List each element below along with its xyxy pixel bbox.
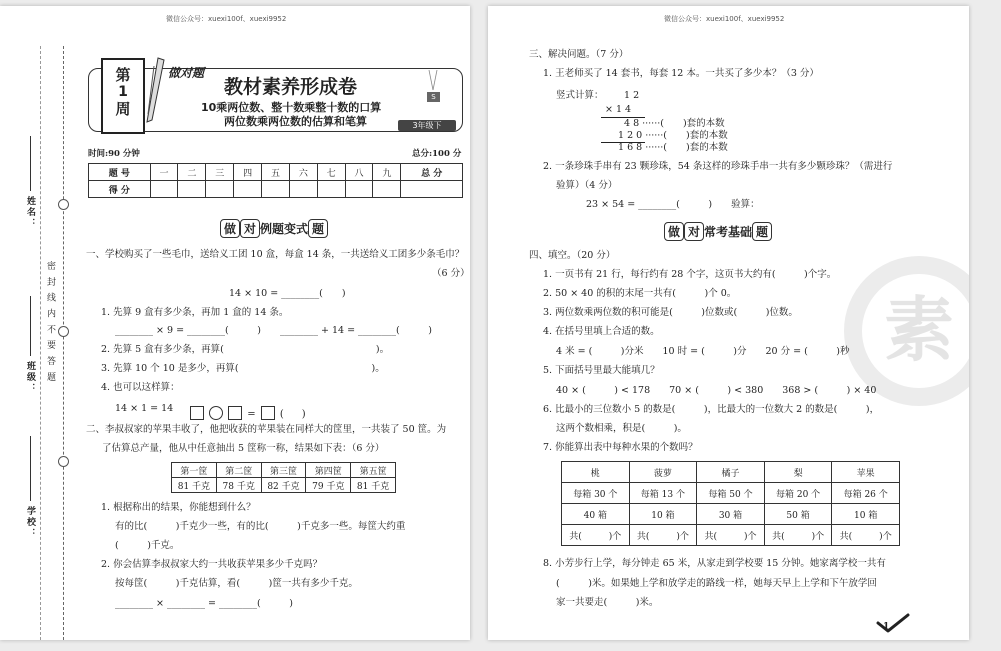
q1-stem: 一、学校购买了一些毛巾，送给义工团 10 盒，每盒 14 条，一共送给义工团多少条毛巾？: [86, 249, 465, 260]
stamp-char: 素: [884, 288, 954, 371]
q3-problem-2-equation[interactable]: 23 × 54 = ________( ) 验算：: [586, 199, 760, 210]
q4-title: 四、填空。（20 分）: [529, 250, 616, 261]
banner-text: 常考基础: [704, 225, 753, 239]
week-badge: [101, 58, 145, 134]
q2-stem-1: 二、李叔叔家的苹果丰收了，他把收获的苹果装在同样大的筐里，一共装了 50 筐。为: [86, 424, 447, 435]
name-label: 姓名：: [25, 196, 35, 229]
binding-hole-3: [58, 456, 69, 467]
fruit-per-box: 每箱 20 个: [764, 483, 832, 504]
fruit-box-count: 30 箱: [697, 504, 765, 525]
brand-logo: 做对题: [168, 66, 205, 80]
q1-step-4: 4. 也可以这样算：: [101, 382, 180, 393]
q3-problem-2-note: 验算）（4 分）: [556, 180, 618, 191]
q2-part-2-equation[interactable]: ________ × ________ = ________( ): [115, 598, 293, 609]
left-page: [0, 6, 470, 640]
banner-text: 例题变式: [260, 222, 309, 236]
week-number: 1: [118, 84, 128, 100]
fruit-total[interactable]: 共( )个: [764, 525, 832, 546]
banner-char: 题: [308, 219, 328, 238]
score-table-header-cell: 二: [178, 164, 206, 181]
score-table-header-cell: 一: [150, 164, 178, 181]
q2-part-2-blanks[interactable]: 按每筐( )千克估算，看( )筐一共有多少千克。: [115, 578, 358, 589]
name-line: [30, 136, 31, 191]
banner-char: 对: [240, 219, 260, 238]
class-line: [30, 296, 31, 356]
calc-multiplier: × 1 4: [605, 104, 632, 115]
exam-subtitle-1: 10乘两位数、整十数乘整十数的口算: [201, 101, 382, 114]
fruit-box-count: 50 箱: [764, 504, 832, 525]
q1-points: （6 分）: [432, 268, 470, 279]
fruit-total[interactable]: 共( )个: [697, 525, 765, 546]
fruit-total[interactable]: 共( )个: [832, 525, 900, 546]
q1-step-2[interactable]: 2. 先算 5 盒有多少条，再算( )。: [101, 344, 390, 355]
seal-dashed-line: [63, 46, 64, 640]
blank-box[interactable]: [228, 406, 242, 420]
score-table-header-cell: 九: [373, 164, 401, 181]
score-cell[interactable]: [345, 181, 373, 198]
q1-equation: 14 × 10 = ________( ): [229, 288, 346, 299]
q3-vertical-label: 竖式计算：: [556, 90, 604, 101]
right-page: [488, 6, 969, 640]
fruit-total[interactable]: 共( )个: [629, 525, 697, 546]
basket-header: 第五筐: [351, 463, 396, 478]
basket-weight-table: [171, 462, 396, 493]
watermark: 微信公众号：xuexi100f、xuexi9952: [664, 15, 785, 23]
fruit-name: 菠萝: [629, 462, 697, 483]
basket-header: 第三筐: [261, 463, 306, 478]
q2-part-1-blanks[interactable]: 有的比( )千克少一些，有的比( )千克多一些。每筐大约重: [115, 521, 406, 532]
fruit-per-box: 每箱 30 个: [562, 483, 630, 504]
binding-hole-2: [58, 326, 69, 337]
q4-item-6-cont[interactable]: 这两个数相乘，积是( )。: [556, 423, 687, 434]
school-label: 学校：: [25, 506, 35, 539]
blank-box[interactable]: [261, 406, 275, 420]
q2-part-1-blank-2[interactable]: ( )千克。: [115, 540, 180, 551]
binding-hole-1: [58, 199, 69, 210]
score-table-header-cell: 七: [317, 164, 345, 181]
score-table-header-cell: 八: [345, 164, 373, 181]
calc-partial-1[interactable]: 4 8 ······( )套的本数: [624, 118, 725, 129]
q4-item-8-cont[interactable]: ( )米。如果她上学和放学走的路线一样，她每天早上上学和下午放学回: [556, 578, 877, 589]
calc-partial-2[interactable]: 1 2 0 ······( )套的本数: [618, 130, 728, 141]
week-char-2: 周: [115, 100, 131, 118]
calc-multiplicand: 1 2: [624, 90, 640, 101]
q4-item-5-blanks[interactable]: 40 × ( ) < 178 70 × ( ) < 380 368 > ( ) × 40: [556, 385, 877, 396]
score-row-label: 得 分: [89, 181, 151, 198]
checkmark-icon: [876, 613, 910, 633]
section-banner-example: [220, 218, 328, 238]
banner-char: 题: [752, 222, 772, 241]
q4-item-8-cont-2[interactable]: 家一共要走( )米。: [556, 597, 659, 608]
fruit-name: 桃: [562, 462, 630, 483]
section-banner-basic: [664, 221, 772, 241]
score-cell[interactable]: [289, 181, 317, 198]
pen-icon: [143, 56, 167, 126]
q2-part-2: 2. 你会估算李叔叔家大约一共收获苹果多少千克吗？: [101, 559, 323, 570]
operator-circle[interactable]: [209, 406, 223, 420]
score-cell[interactable]: [234, 181, 262, 198]
basket-header: 第二筐: [216, 463, 261, 478]
banner-char: 做: [664, 222, 684, 241]
fruit-per-box: 每箱 13 个: [629, 483, 697, 504]
score-cell[interactable]: [206, 181, 234, 198]
score-table-header-cell: 总 分: [401, 164, 463, 181]
q2-stem-2: 了估算总产量，他从中任意抽出 5 筐称一称，结果如下表：（6 分）: [102, 443, 385, 454]
exam-title: 教材素养形成卷: [224, 76, 358, 98]
fruit-table: [561, 461, 900, 546]
q1-operator-boxes[interactable]: = ( ): [190, 402, 306, 421]
class-label: 班级：: [25, 361, 35, 394]
q3-problem-1: 1. 王老师买了 14 套书，每套 12 本。一共买了多少本？（3 分）: [543, 68, 819, 79]
score-cell[interactable]: [178, 181, 206, 198]
fruit-name: 苹果: [832, 462, 900, 483]
hanging-tag: S: [427, 92, 440, 102]
basket-weight: 81 千克: [172, 478, 217, 493]
fruit-box-count: 10 箱: [629, 504, 697, 525]
basket-header: 第四筐: [306, 463, 351, 478]
grade-tag: 3年级下: [398, 120, 456, 131]
score-cell[interactable]: [262, 181, 290, 198]
page-number: 1: [883, 622, 890, 632]
q4-item-7: 7. 你能算出表中每种水果的个数吗？: [543, 442, 698, 453]
fruit-total[interactable]: 共( )个: [562, 525, 630, 546]
score-cell[interactable]: [373, 181, 401, 198]
fruit-box-count: 10 箱: [832, 504, 900, 525]
q4-item-5: 5. 下面括号里最大能填几？: [543, 365, 660, 376]
score-table: [88, 163, 463, 198]
q1-step-1-blanks[interactable]: ________ × 9 = ________( ) ________ + 14 = ________( ): [115, 325, 432, 336]
q4-item-4-blanks[interactable]: 4 米 = ( )分米 10 时 = ( )分 20 分 = ( )秒: [556, 346, 850, 357]
hanging-tag-string-icon: [426, 70, 440, 92]
score-cell[interactable]: [401, 181, 463, 198]
stamp-watermark: [844, 256, 969, 406]
school-line: [30, 436, 31, 501]
score-table-header-cell: 题 号: [89, 164, 151, 181]
margin-dashed-line: [40, 46, 41, 640]
blank-box[interactable]: [190, 406, 204, 420]
score-cell[interactable]: [317, 181, 345, 198]
total-score: 总分:100 分: [412, 149, 462, 159]
exam-subtitle-2: 两位数乘两位数的估算和笔算: [224, 115, 367, 128]
q4-item-1[interactable]: 1. 一页书有 21 行，每行约有 28 个字，这页书大约有( )个字。: [543, 269, 837, 280]
q4-item-8: 8. 小芳步行上学，每分钟走 65 米，从家走到学校要 15 分钟。她家离学校一共有: [543, 558, 886, 569]
basket-weight: 78 千克: [216, 478, 261, 493]
watermark: 微信公众号：xuexi100f、xuexi9952: [166, 15, 287, 23]
score-table-header-cell: 三: [206, 164, 234, 181]
basket-header: 第一筐: [172, 463, 217, 478]
q1-step-3[interactable]: 3. 先算 10 个 10 是多少，再算( )。: [101, 363, 385, 374]
q4-item-2[interactable]: 2. 50 × 40 的积的末尾一共有( )个 0。: [543, 288, 737, 299]
score-table-header-cell: 五: [262, 164, 290, 181]
fruit-per-box: 每箱 50 个: [697, 483, 765, 504]
banner-char: 做: [220, 219, 240, 238]
score-cell[interactable]: [150, 181, 178, 198]
time-limit: 时间:90 分钟: [88, 149, 140, 159]
q2-part-1: 1. 根据称出的结果，你能想到什么？: [101, 502, 256, 513]
q4-item-3[interactable]: 3. 两位数乘两位数的积可能是( )位数或( )位数。: [543, 307, 798, 318]
basket-weight: 82 千克: [261, 478, 306, 493]
calc-product[interactable]: 1 6 8 ······( )套的本数: [618, 142, 728, 153]
score-table-header-cell: 六: [289, 164, 317, 181]
seal-notice: 密 封 线 内 不 要 答 题: [45, 261, 55, 384]
q3-problem-2: 2. 一条珍珠手串有 23 颗珍珠，54 条这样的珍珠手串一共有多少颗珍珠？（需进行: [543, 161, 893, 172]
fruit-box-count: 40 箱: [562, 504, 630, 525]
fruit-name: 橘子: [697, 462, 765, 483]
week-char-1: 第: [115, 66, 131, 84]
score-table-header-cell: 四: [234, 164, 262, 181]
basket-weight: 81 千克: [351, 478, 396, 493]
banner-char: 对: [684, 222, 704, 241]
basket-weight: 79 千克: [306, 478, 351, 493]
fruit-per-box: 每箱 26 个: [832, 483, 900, 504]
fruit-name: 梨: [764, 462, 832, 483]
q4-item-6[interactable]: 6. 比最小的三位数小 5 的数是( )，比最大的一位数大 2 的数是( )，: [543, 404, 880, 415]
q1-step-4-expr: 14 × 1 = 14: [115, 403, 174, 414]
q3-title: 三、解决问题。（7 分）: [529, 49, 629, 60]
q4-item-4: 4. 在括号里填上合适的数。: [543, 326, 660, 337]
q1-step-1: 1. 先算 9 盒有多少条，再加 1 盒的 14 条。: [101, 307, 289, 318]
